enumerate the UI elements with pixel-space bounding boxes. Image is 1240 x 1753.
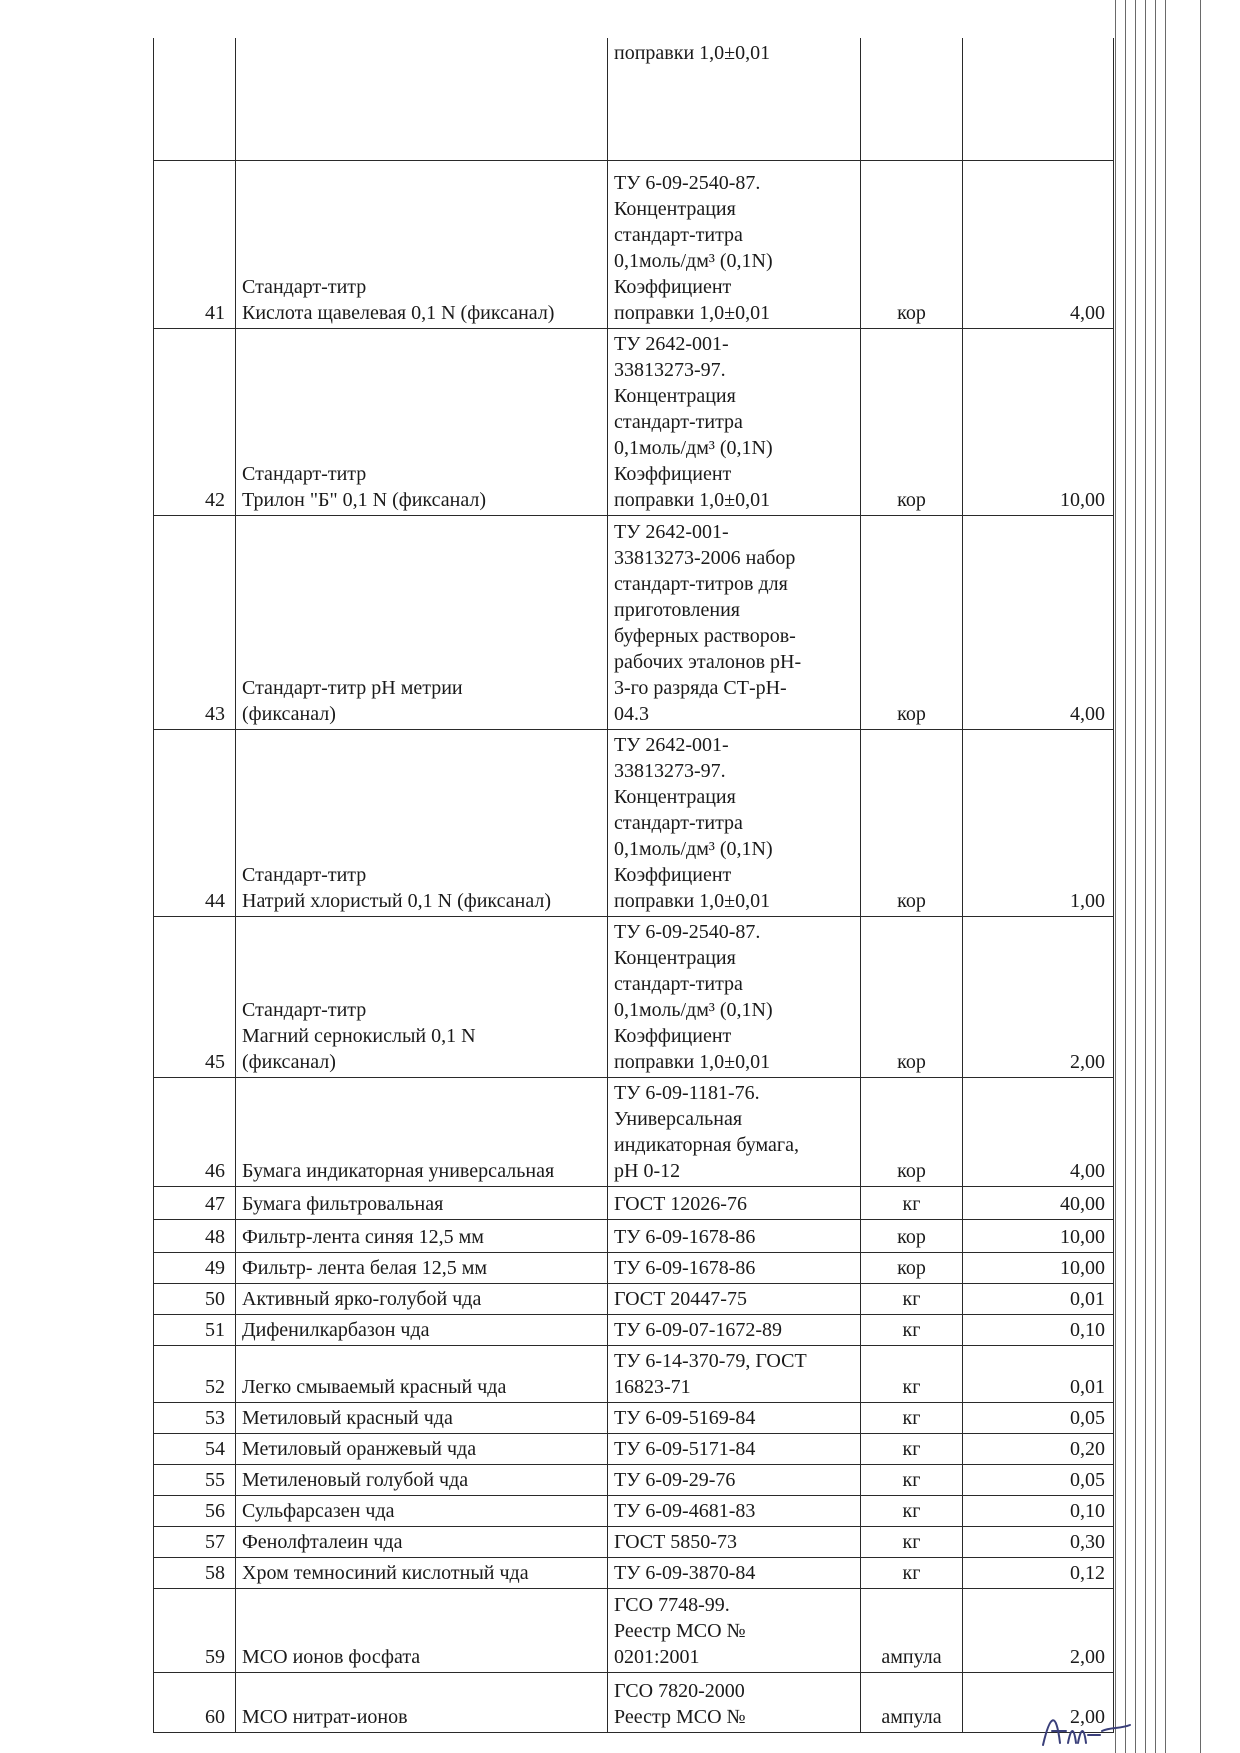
item-quantity: 0,20 — [963, 1433, 1114, 1464]
item-name: Бумага индикаторная универсальная — [236, 1077, 608, 1186]
item-unit: кг — [861, 1314, 963, 1345]
item-quantity: 10,00 — [963, 1219, 1114, 1252]
row-number: 45 — [154, 916, 236, 1077]
item-quantity: 10,00 — [963, 328, 1114, 515]
item-name: Стандарт-титр Трилон "Б" 0,1 N (фиксанал) — [236, 328, 608, 515]
item-unit: кор — [861, 328, 963, 515]
item-name: Метиловый оранжевый чда — [236, 1433, 608, 1464]
margin-line-1 — [1115, 0, 1116, 1753]
margin-line-5 — [1155, 0, 1156, 1753]
item-spec: ТУ 6-09-2540-87. Концентрация стандарт-титра 0,1моль/дм³ (0,1N) Коэффициент поправки 1,0±0,01 — [608, 160, 861, 328]
item-spec: ГОСТ 12026-76 — [608, 1186, 861, 1219]
item-unit: кг — [861, 1495, 963, 1526]
item-quantity: 2,00 — [963, 916, 1114, 1077]
item-unit: ампула — [861, 1588, 963, 1672]
item-name: Стандарт-титр рН метрии (фиксанал) — [236, 515, 608, 729]
table-row — [154, 515, 1114, 729]
row-number: 53 — [154, 1402, 236, 1433]
item-name: Бумага фильтровальная — [236, 1186, 608, 1219]
row-number: 57 — [154, 1526, 236, 1557]
item-quantity: 4,00 — [963, 1077, 1114, 1186]
row-number: 46 — [154, 1077, 236, 1186]
item-name: Метиленовый голубой чда — [236, 1464, 608, 1495]
row-number: 58 — [154, 1557, 236, 1588]
row-number: 54 — [154, 1433, 236, 1464]
row-number: 56 — [154, 1495, 236, 1526]
item-unit — [861, 38, 963, 160]
table-row — [154, 1464, 1114, 1495]
item-name: Легко смываемый красный чда — [236, 1345, 608, 1402]
item-unit: кг — [861, 1283, 963, 1314]
item-name: МСО ионов фосфата — [236, 1588, 608, 1672]
item-name: Активный ярко-голубой чда — [236, 1283, 608, 1314]
item-spec: ТУ 6-09-2540-87. Концентрация стандарт-титра 0,1моль/дм³ (0,1N) Коэффициент поправки 1,0±0,01 — [608, 916, 861, 1077]
item-spec: ТУ 6-09-1678-86 — [608, 1252, 861, 1283]
item-quantity: 1,00 — [963, 729, 1114, 916]
margin-line-2 — [1125, 0, 1126, 1753]
item-quantity: 0,05 — [963, 1402, 1114, 1433]
item-unit: кор — [861, 515, 963, 729]
item-quantity: 4,00 — [963, 160, 1114, 328]
item-name: МСО нитрат-ионов — [236, 1672, 608, 1732]
item-unit: кор — [861, 1252, 963, 1283]
item-spec: ТУ 2642-001- 33813273-97. Концентрация стандарт-титра 0,1моль/дм³ (0,1N) Коэффициент поправки 1,0±0,01 — [608, 328, 861, 515]
handwritten-signature-icon — [1038, 1705, 1133, 1750]
signature-stroke — [1043, 1720, 1130, 1745]
margin-line-7 — [1200, 0, 1201, 1753]
item-spec: ГСО 7748-99. Реестр МСО № 0201:2001 — [608, 1588, 861, 1672]
margin-line-4 — [1145, 0, 1146, 1753]
row-number: 55 — [154, 1464, 236, 1495]
item-name: Стандарт-титр Натрий хлористый 0,1 N (фиксанал) — [236, 729, 608, 916]
table-row — [154, 1433, 1114, 1464]
table-row — [154, 1557, 1114, 1588]
row-number — [154, 38, 236, 160]
row-number: 42 — [154, 328, 236, 515]
item-unit: кг — [861, 1186, 963, 1219]
item-spec: ТУ 2642-001- 33813273-2006 набор стандарт-титров для приготовления буферных растворов- рабочих эталонов рН- 3-го разряда СТ-рН- 04.3 — [608, 515, 861, 729]
table-row — [154, 328, 1114, 515]
item-spec: ТУ 6-09-1678-86 — [608, 1219, 861, 1252]
row-number: 41 — [154, 160, 236, 328]
item-name: Фильтр- лента белая 12,5 мм — [236, 1252, 608, 1283]
item-unit: кг — [861, 1345, 963, 1402]
table-row — [154, 1252, 1114, 1283]
item-unit: кг — [861, 1464, 963, 1495]
row-number: 50 — [154, 1283, 236, 1314]
item-name: Хром темносиний кислотный чда — [236, 1557, 608, 1588]
row-number: 49 — [154, 1252, 236, 1283]
item-spec: ГОСТ 5850-73 — [608, 1526, 861, 1557]
item-unit: кор — [861, 1077, 963, 1186]
item-spec: ТУ 6-09-5169-84 — [608, 1402, 861, 1433]
row-number: 51 — [154, 1314, 236, 1345]
item-spec: ТУ 6-09-3870-84 — [608, 1557, 861, 1588]
margin-line-6 — [1165, 0, 1166, 1753]
item-name — [236, 38, 608, 160]
table-row — [154, 1219, 1114, 1252]
table-row — [154, 160, 1114, 328]
table-row — [154, 1588, 1114, 1672]
item-spec: поправки 1,0±0,01 — [608, 38, 861, 160]
item-spec: ТУ 6-09-29-76 — [608, 1464, 861, 1495]
item-quantity: 10,00 — [963, 1252, 1114, 1283]
margin-line-3 — [1135, 0, 1136, 1753]
item-spec: ТУ 6-09-1181-76. Универсальная индикаторная бумага, рН 0-12 — [608, 1077, 861, 1186]
item-quantity: 0,12 — [963, 1557, 1114, 1588]
item-spec: ТУ 2642-001- 33813273-97. Концентрация стандарт-титра 0,1моль/дм³ (0,1N) Коэффициент поправки 1,0±0,01 — [608, 729, 861, 916]
reagents-table — [153, 38, 1114, 1733]
table-row — [154, 729, 1114, 916]
item-quantity: 40,00 — [963, 1186, 1114, 1219]
item-unit: кор — [861, 916, 963, 1077]
item-spec: ГОСТ 20447-75 — [608, 1283, 861, 1314]
item-unit: ампула — [861, 1672, 963, 1732]
item-quantity: 2,00 — [963, 1588, 1114, 1672]
item-unit: кг — [861, 1433, 963, 1464]
table-row — [154, 38, 1114, 160]
table-row — [154, 1314, 1114, 1345]
item-quantity: 0,01 — [963, 1345, 1114, 1402]
item-name: Дифенилкарбазон чда — [236, 1314, 608, 1345]
item-spec: ТУ 6-09-07-1672-89 — [608, 1314, 861, 1345]
item-quantity: 4,00 — [963, 515, 1114, 729]
item-quantity: 2,00 — [963, 1672, 1114, 1732]
item-spec: ТУ 6-09-4681-83 — [608, 1495, 861, 1526]
row-number: 60 — [154, 1672, 236, 1732]
row-number: 52 — [154, 1345, 236, 1402]
item-name: Сульфарсазен чда — [236, 1495, 608, 1526]
item-spec: ТУ 6-09-5171-84 — [608, 1433, 861, 1464]
table-row — [154, 1077, 1114, 1186]
item-unit: кг — [861, 1557, 963, 1588]
item-name: Фильтр-лента синяя 12,5 мм — [236, 1219, 608, 1252]
table-row — [154, 1186, 1114, 1219]
item-quantity: 0,30 — [963, 1526, 1114, 1557]
item-quantity — [963, 38, 1114, 160]
item-quantity: 0,10 — [963, 1314, 1114, 1345]
item-name: Стандарт-титр Кислота щавелевая 0,1 N (фиксанал) — [236, 160, 608, 328]
table-row — [154, 916, 1114, 1077]
item-unit: кг — [861, 1402, 963, 1433]
item-spec: ТУ 6-14-370-79, ГОСТ 16823-71 — [608, 1345, 861, 1402]
row-number: 44 — [154, 729, 236, 916]
table-row — [154, 1495, 1114, 1526]
table-row — [154, 1402, 1114, 1433]
row-number: 48 — [154, 1219, 236, 1252]
item-unit: кор — [861, 160, 963, 328]
item-name: Фенолфталеин чда — [236, 1526, 608, 1557]
row-number: 43 — [154, 515, 236, 729]
item-unit: кор — [861, 729, 963, 916]
table-row — [154, 1526, 1114, 1557]
row-number: 47 — [154, 1186, 236, 1219]
row-number: 59 — [154, 1588, 236, 1672]
item-unit: кг — [861, 1526, 963, 1557]
item-spec: ГСО 7820-2000 Реестр МСО № — [608, 1672, 861, 1732]
item-unit: кор — [861, 1219, 963, 1252]
item-name: Стандарт-титр Магний сернокислый 0,1 N (фиксанал) — [236, 916, 608, 1077]
item-name: Метиловый красный чда — [236, 1402, 608, 1433]
table-row — [154, 1283, 1114, 1314]
table-row — [154, 1345, 1114, 1402]
item-quantity: 0,01 — [963, 1283, 1114, 1314]
item-quantity: 0,05 — [963, 1464, 1114, 1495]
table-row — [154, 1672, 1114, 1732]
item-quantity: 0,10 — [963, 1495, 1114, 1526]
